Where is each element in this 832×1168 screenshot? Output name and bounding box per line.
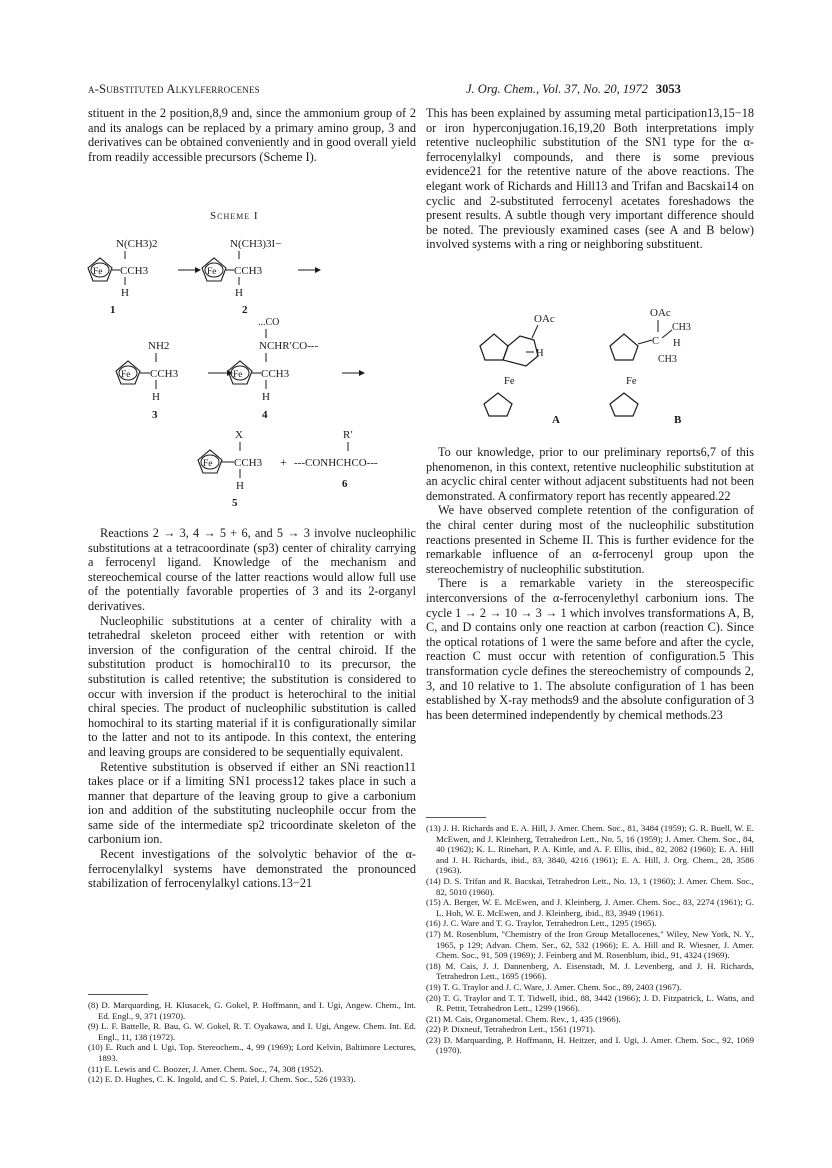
- compound-2-top-group: N(CH3)3I−: [230, 238, 282, 250]
- reference-21: (21) M. Cais, Organometal. Chem. Rev., 1, 435 (1966).: [426, 1013, 621, 1024]
- structure-a-oac: OAc: [534, 313, 555, 325]
- reference-23: (23) D. Marquarding, P. Hoffmann, H. Heitzer, and I. Ugi, J. Amer. Chem. Soc., 92, 1069 (1970).: [426, 1034, 754, 1056]
- reference-14: (14) D. S. Trifan and R. Bacskai, Tetrahedron Lett., No. 13, 1 (1960); J. Amer. Chem. Soc., 82, 5010 (1960).: [426, 875, 754, 897]
- left-column-body: [88, 526, 416, 891]
- left-column-intro: [88, 106, 416, 164]
- reference-13: (13) J. H. Richards and E. A. Hill, J. Amer. Chem. Soc., 81, 3484 (1959); G. R. Buell, W. E. McEwen, and J. Kleinberg, Tetrahedron Lett., No. 5, 16 (1959); J. Amer. Chem. Soc., 84, 40 (1962); K. L. Rinehart, P. A. Kittle, and A. F. Ellis, ibid., 82, 2082 (1960); E. A. Hill and J. H. Richards, ibid., 83, 3840, 4216 (1961); E. A. Hill, J. Org. Chem., 28, 3586 (1963).: [426, 823, 754, 876]
- paragraph-metal-participation: This has been explained by assuming metal participation13,15−18 or iron hyperconjugation.16,19,20 Both interpretations imply retentive nucleophilic substitution of the SN1 type for the α-ferrocenylalkyl compounds, and there is some previous evidence21 for the retentive nature of the above reactions. The elegant work of Richards and Hill13 and Trifan and Bacskai14 on cyclic and 2-substituted ferrocenyl acetates foreshadows the present results. A subtle though very important difference should be noted. The previously examined cases (see A and B below) involved systems with a ring or neighboring substituent.: [426, 106, 754, 252]
- reference-12: (12) E. D. Hughes, C. K. Ingold, and C. S. Patel, J. Chem. Soc., 526 (1933).: [88, 1074, 356, 1085]
- compound-6-chain: ---CONHCHCO---: [294, 457, 378, 469]
- paragraph-reactions: Reactions 2 → 3, 4 → 5 + 6, and 5 → 3 involve nucleophilic substitutions at a tetracoordinate (sp3) center of chirality carrying a ferrocenyl ligand. Knowledge of the mechanism and stereochemical course of the latter reactions would allow full use of the potentially favorable properties of 3 and its 2-organyl derivatives.: [88, 526, 416, 613]
- structure-b-label: B: [674, 414, 682, 426]
- compound-4-mid-group: CCH3: [261, 368, 290, 380]
- reference-19: (19) T. G. Traylor and J. C. Ware, J. Amer. Chem. Soc., 89, 2403 (1967).: [426, 981, 682, 992]
- compound-1-h: H: [121, 287, 129, 299]
- compound-3-h: H: [152, 391, 160, 403]
- compound-1-number: 1: [110, 304, 116, 316]
- compound-6-number: 6: [342, 478, 348, 490]
- compound-5-number: 5: [232, 497, 238, 509]
- paragraph-cycle: There is a remarkable variety in the stereospecific interconversions of the α-ferrocenylethyl carbonium ions. The cycle 1 → 2 → 10 → 3 → 1 which involves transformations A, B, C, and D contains only one reaction at carbon (reaction C). Since the optical rotations of 1 were the same before and after the cycle, reaction C must occur with retention of configuration.5 This transformation cycle defines the stereochemistry of compounds 2, 3, and 10 relative to 1. The absolute configuration of 1 has been established by X-ray methods9 and the absolute configuration of 3 has been determined independently by chemical methods.23: [426, 576, 754, 722]
- compound-3-number: 3: [152, 409, 158, 421]
- scheme-title: Scheme I: [210, 210, 259, 222]
- reference-22: (22) P. Dixneuf, Tetrahedron Lett., 1561 (1971).: [426, 1024, 596, 1035]
- reference-9: (9) L. F. Battelle, R. Bau, G. W. Gokel, R. T. Oyakawa, and I. Ugi, Angew. Chem. Int. Ed. Engl., 11, 138 (1972).: [88, 1021, 416, 1042]
- compound-5-mid-group: CCH3: [234, 457, 263, 469]
- reference-18: (18) M. Cais, J. J. Dannenberg, A. Eisenstadt, M. J. Levenberg, and J. H. Richards, Tetrahedron Lett., 1695 (1966).: [426, 960, 754, 982]
- structure-b-c: C: [652, 336, 660, 347]
- compound-1: [88, 238, 158, 316]
- compound-4: [228, 317, 319, 421]
- reference-11: (11) E. Lewis and C. Boozer, J. Amer. Chem. Soc., 74, 308 (1952).: [88, 1063, 324, 1074]
- footnote-rule-right: [426, 817, 486, 818]
- structure-a-fe: Fe: [504, 376, 515, 387]
- compound-4-fe: Fe: [233, 370, 243, 380]
- compound-6-top-group: R′: [343, 429, 353, 441]
- structure-b-h: H: [673, 338, 681, 349]
- reference-17: (17) M. Rosenblum, "Chemistry of the Iron Group Metallocenes," Wiley, New York, N. Y., 1965, p 129; Advan. Chem. Ser., 62, 532 (1966); E. A. Hill and R. Wiesner, J. Amer. Chem. Soc., 91, 509 (1969); J. Feinberg and M. Rosenblum, ibid., 91, 4324 (1969).: [426, 928, 754, 961]
- paragraph-retention: We have observed complete retention of the configuration of the chiral center during most of the nucleophilic substitution reactions presented in Scheme II. This is further evidence for the remarkable influence of an α-ferrocenyl group upon the stereochemistry of nucleophilic substitution.: [426, 503, 754, 576]
- paragraph-nucleophilic: Nucleophilic substitutions at a center of chirality with a tetrahedral skeleton proceed either with retention or with inversion of the configuration of the central chiroid. If the substitution product is homochiral10 to its precursor, the substitution is called retentive; the substitution is considered to occur with inversion if the product is heterochiral to the initial chiral species. The product of nucleophilic substitution is called homochiral to its starting material if it is configurationally similar to the latter and not to its antipode. In this context, the entering and leaving groups are considered to be sequentially equivalent.: [88, 613, 416, 759]
- compound-5-h: H: [236, 480, 244, 492]
- structure-b-ch3-top: CH3: [672, 322, 691, 333]
- reference-10: (10) E. Ruch and I. Ugi, Top. Stereochem., 4, 99 (1969); Lord Kelvin, Baltimore Lectures, 1893.: [88, 1042, 416, 1063]
- arrow-1-2: [178, 267, 201, 273]
- compound-5-fe: Fe: [203, 459, 213, 469]
- structure-a-h: H: [536, 348, 544, 359]
- running-header-journal: [466, 82, 681, 97]
- right-column-body: [426, 445, 754, 722]
- footnote-rule-left: [88, 994, 148, 995]
- compound-5: [198, 429, 263, 509]
- structures-a-b: [460, 300, 720, 430]
- compound-2-mid-group: CCH3: [234, 265, 263, 277]
- compound-3-fe: Fe: [121, 370, 131, 380]
- paragraph-retentive: Retentive substitution is observed if either an SNi reaction11 takes place or if a limiting SN1 process12 takes place in such a manner that departure of the leaving group to give a carbonium ion and addition of the substituting nucleophile occur from the same side of the intermediate sp2 tricoordinate skeleton of the carbonium ion.: [88, 759, 416, 847]
- paragraph-knowledge: To our knowledge, prior to our preliminary reports6,7 of this phenomenon, in this context, retentive nucleophilic substitution at an acyclic chiral center without adjacent substituents had not been demonstrated. A confirmatory report has recently appeared.22: [426, 445, 754, 503]
- compound-3-top-group: NH2: [148, 340, 170, 352]
- compound-4-h: H: [262, 391, 270, 403]
- compound-2-h: H: [235, 287, 243, 299]
- compound-3-mid-group: CCH3: [150, 368, 179, 380]
- compound-4-carbonyl: ...CO: [258, 317, 280, 328]
- right-column-intro: [426, 106, 754, 252]
- running-header-title: α-Substituted Alkylferrocenes: [88, 82, 260, 96]
- reference-20: (20) T. G. Traylor and T. T. Tidwell, ibid., 88, 3442 (1966); J. D. Fitzpatrick, L. Watts, and R. Pettit, Tetrahedron Lett., 1299 (1966).: [426, 992, 754, 1014]
- reference-16: (16) J. C. Ware and T. G. Traylor, Tetrahedron Lett., 1295 (1965).: [426, 918, 657, 929]
- intro-paragraph: stituent in the 2 position,8,9 and, since the ammonium group of 2 and its analogs can be replaced by a primary amino group, 3 and derivatives can be obtained conveniently and in good overall yield from readily accessible precursors (Scheme I).: [88, 106, 416, 164]
- structure-a-label: A: [552, 414, 560, 426]
- structure-b-ch3-bottom: CH3: [658, 354, 677, 365]
- structure-b-fe: Fe: [626, 376, 637, 387]
- references-right: [426, 823, 754, 1056]
- plus-sign: +: [280, 455, 287, 469]
- compound-2-fe: Fe: [207, 267, 217, 277]
- arrow-4-5: [342, 370, 365, 376]
- structure-a: [480, 313, 560, 426]
- structure-b: [610, 307, 691, 426]
- references-left: [88, 1000, 416, 1085]
- compound-6: [294, 429, 378, 490]
- paragraph-solvolytic: Recent investigations of the solvolytic behavior of the α-ferrocenylalkyl systems have demonstrated the pronounced stabilization of ferrocenylalkyl cations.13−21: [88, 847, 416, 891]
- compound-2-number: 2: [242, 304, 248, 316]
- compound-1-top-group: N(CH3)2: [116, 238, 158, 250]
- scheme-i-diagram: [80, 225, 420, 515]
- journal-citation: J. Org. Chem., Vol. 37, No. 20, 1972: [466, 82, 648, 96]
- reference-15: (15) A. Berger, W. E. McEwen, and J. Kleinberg, J. Amer. Chem. Soc., 83, 2274 (1961); G. L. Hoh, W. E. McEwen, and J. Kleinberg, ibid., 83, 3949 (1961).: [426, 897, 754, 918]
- compound-3: [116, 340, 179, 421]
- compound-2: [202, 238, 281, 316]
- reference-8: (8) D. Marquarding, H. Klusacek, G. Gokel, P. Hoffmann, and I. Ugi, Angew. Chem., Int. Ed. Engl., 9, 371 (1970).: [88, 1000, 416, 1021]
- compound-1-fe: Fe: [93, 267, 103, 277]
- compound-4-top-group: NCHR′CO---: [259, 340, 319, 352]
- compound-1-mid-group: CCH3: [120, 265, 149, 277]
- compound-4-number: 4: [262, 409, 268, 421]
- structure-b-oac: OAc: [650, 307, 671, 319]
- page-number: 3053: [655, 82, 681, 96]
- arrow-2-next: [298, 267, 321, 273]
- compound-5-top-group: X: [235, 429, 243, 441]
